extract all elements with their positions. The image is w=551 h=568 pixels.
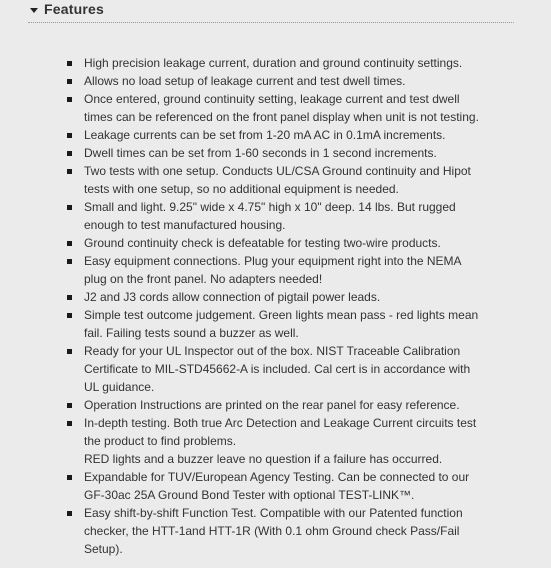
bullet-icon	[67, 205, 72, 210]
feature-item	[0, 504, 551, 558]
feature-text-line: GF-30ac 25A Ground Bond Tester with optional TEST-LINK™.	[84, 488, 415, 502]
bullet-icon	[67, 313, 72, 318]
features-section-toggle[interactable]	[28, 0, 514, 23]
bullet-icon	[67, 241, 72, 246]
feature-text-line: fail. Failing tests sound a buzzer as well.	[84, 326, 299, 340]
feature-item	[0, 414, 551, 468]
feature-item	[0, 234, 551, 252]
feature-item	[0, 126, 551, 144]
bullet-icon	[67, 475, 72, 480]
bullet-icon	[67, 421, 72, 426]
feature-text-line: Dwell times can be set from 1-60 seconds in 1 second increments.	[84, 146, 437, 160]
feature-text-line: Easy shift-by-shift Function Test. Compatible with our Patented function	[84, 506, 463, 520]
feature-text-line: Small and light. 9.25" wide x 4.75" high x 10" deep. 14 lbs. But rugged	[84, 200, 456, 214]
bullet-icon	[67, 151, 72, 156]
feature-item	[0, 198, 551, 234]
feature-item	[0, 72, 551, 90]
feature-text-line: plug on the front panel. No adapters needed!	[84, 272, 323, 286]
bullet-icon	[67, 97, 72, 102]
feature-text-line: tests with one setup, so no additional equipment is needed.	[84, 182, 399, 196]
feature-text-line: Two tests with one setup. Conducts UL/CSA Ground continuity and Hipot	[84, 164, 471, 178]
section-title: Features	[44, 1, 104, 17]
bullet-icon	[67, 61, 72, 66]
feature-text-line: Leakage currents can be set from 1-20 mA AC in 0.1mA increments.	[84, 128, 446, 142]
bullet-icon	[67, 349, 72, 354]
feature-text-line: Certificate to MIL-STD45662-A is included. Cal cert is in accordance with	[84, 362, 471, 376]
feature-text-line: In-depth testing. Both true Arc Detection and Leakage Current circuits test	[84, 416, 477, 430]
bullet-icon	[67, 403, 72, 408]
feature-item	[0, 162, 551, 198]
bullet-icon	[67, 169, 72, 174]
feature-text-line: Ready for your UL Inspector out of the box. NIST Traceable Calibration	[84, 344, 461, 358]
feature-item	[0, 54, 551, 72]
feature-text-line: Operation Instructions are printed on the rear panel for easy reference.	[84, 398, 460, 412]
feature-item	[0, 396, 551, 414]
feature-text-line: High precision leakage current, duration and ground continuity settings.	[84, 56, 463, 70]
feature-item	[0, 342, 551, 396]
caret-down-icon	[30, 8, 38, 13]
feature-item	[0, 288, 551, 306]
feature-text-line: RED lights and a buzzer leave no question if a failure has occurred.	[84, 452, 443, 466]
features-list	[0, 54, 551, 558]
feature-item	[0, 468, 551, 504]
feature-text-line: UL guidance.	[84, 380, 155, 394]
feature-text-line: Setup).	[84, 542, 123, 556]
feature-text-line: Expandable for TUV/European Agency Testing. Can be connected to our	[84, 470, 470, 484]
feature-text-line: enough to test manufactured housing.	[84, 218, 286, 232]
feature-text-line: times can be referenced on the front panel display when unit is not testing.	[84, 110, 479, 124]
feature-item	[0, 144, 551, 162]
feature-text-line: J2 and J3 cords allow connection of pigtail power leads.	[84, 290, 381, 304]
bullet-icon	[67, 79, 72, 84]
bullet-icon	[67, 133, 72, 138]
feature-item	[0, 90, 551, 126]
feature-text-line: Ground continuity check is defeatable for testing two-wire products.	[84, 236, 441, 250]
feature-item	[0, 306, 551, 342]
bullet-icon	[67, 259, 72, 264]
feature-text-line: Simple test outcome judgement. Green lights mean pass - red lights mean	[84, 308, 479, 322]
feature-text-line: checker, the HTT-1and HTT-1R (With 0.1 ohm Ground check Pass/Fail	[84, 524, 460, 538]
bullet-icon	[67, 511, 72, 516]
feature-text-line: Once entered, ground continuity setting, leakage current and test dwell	[84, 92, 460, 106]
feature-text-line: Easy equipment connections. Plug your equipment right into the NEMA	[84, 254, 462, 268]
bullet-icon	[67, 295, 72, 300]
feature-text-line: Allows no load setup of leakage current and test dwell times.	[84, 74, 406, 88]
feature-text-line: the product to find problems.	[84, 434, 237, 448]
feature-item	[0, 252, 551, 288]
